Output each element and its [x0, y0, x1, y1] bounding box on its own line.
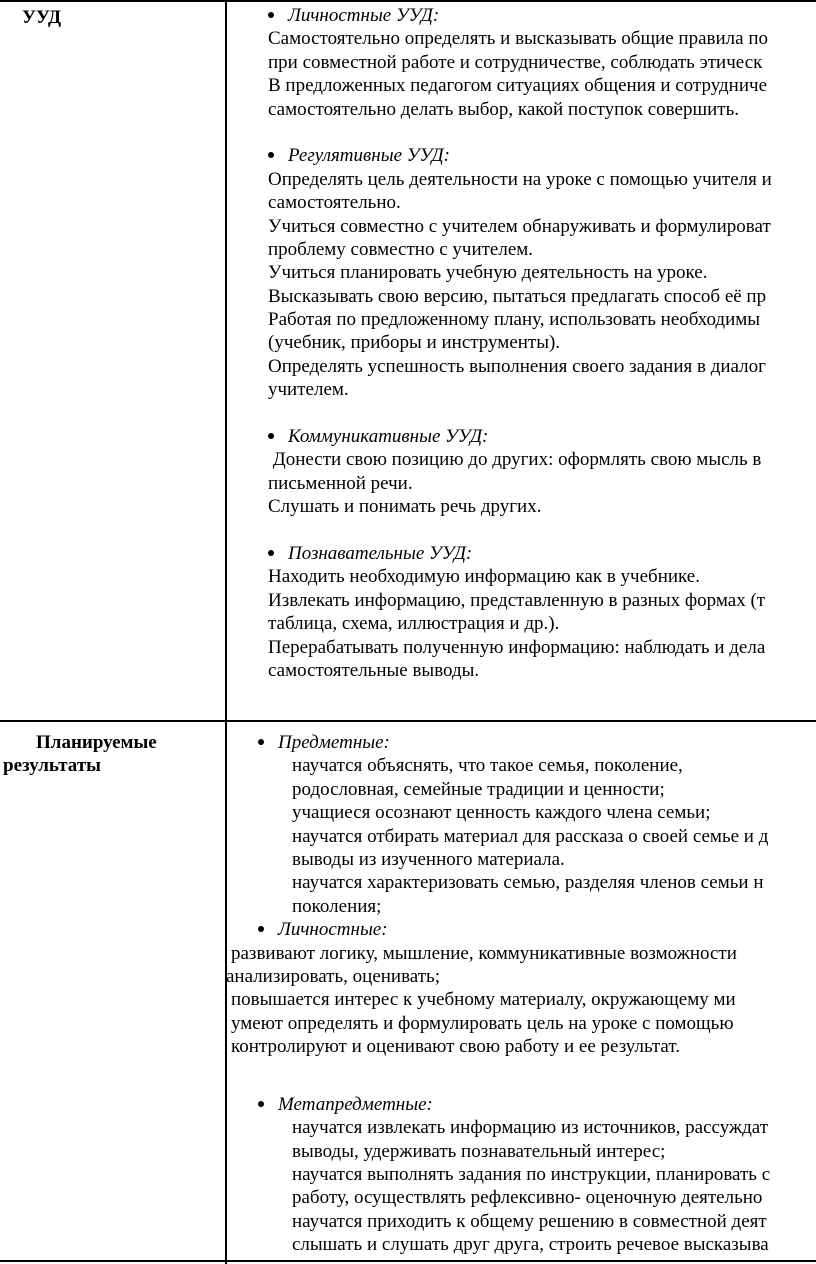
text-line: учащиеся осознают ценность каждого члена семьи;: [292, 802, 711, 824]
text-line: самостоятельно.: [268, 192, 401, 214]
text-line: умеют определять и формулировать цель на уроке с помощью: [231, 1012, 734, 1034]
text-line: научатся приходить к общему решению в совместной деят: [292, 1210, 767, 1232]
bullet-icon: [268, 152, 274, 158]
regulative-uud-heading: Регулятивные УУД:: [268, 144, 772, 167]
text-line: Учиться совместно с учителем обнаруживать и формулироват: [268, 215, 771, 237]
text-line: научатся характеризовать семью, разделяя членов семьи н: [292, 872, 764, 894]
personal-results-heading: Личностные:: [258, 918, 770, 941]
subject-results-heading: Предметные:: [258, 731, 770, 754]
results-content: [226, 731, 771, 1257]
personal-uud-heading: Личностные УУД:: [268, 4, 772, 27]
text-line: выводы, удерживать познавательный интерес;: [292, 1140, 666, 1162]
text-line: учителем.: [268, 379, 349, 401]
bullet-icon: [258, 926, 264, 932]
bullet-icon: [268, 433, 274, 439]
row-label-results-line1: Планируемые: [36, 732, 157, 753]
text-line: научатся извлекать информацию из источников, рассуждат: [292, 1117, 769, 1139]
text-line: Перерабатывать полученную информацию: наблюдать и дела: [268, 636, 766, 658]
bullet-icon: [268, 550, 274, 556]
text-line: (учебник, приборы и инструменты).: [268, 332, 561, 354]
row-label-uud: УУД: [22, 7, 62, 28]
text-line: таблица, схема, иллюстрация и др.).: [268, 613, 560, 635]
text-line: Слушать и понимать речь других.: [268, 496, 542, 518]
text-line: Учиться планировать учебную деятельность на уроке.: [268, 262, 708, 284]
text-line: анализировать, оценивать;: [226, 965, 441, 987]
text-line: самостоятельно делать выбор, какой поступок совершить.: [268, 98, 739, 120]
text-line: Находить необходимую информацию как в учебнике.: [268, 566, 700, 588]
text-line: научатся отбирать материал для рассказа о своей семье и д: [292, 825, 769, 847]
uud-content: [268, 4, 772, 682]
meta-results-heading: Метапредметные:: [258, 1093, 770, 1116]
text-line: Донести свою позицию до других: оформлять свою мысль в: [268, 449, 762, 471]
text-line: Извлекать информацию, представленную в разных формах (т: [268, 589, 766, 611]
text-line: при совместной работе и сотрудничестве, соблюдать этическ: [268, 51, 763, 73]
text-line: самостоятельные выводы.: [268, 659, 480, 681]
bullet-icon: [258, 739, 264, 745]
bullet-icon: [268, 12, 274, 18]
text-line: выводы из изученного материала.: [292, 848, 565, 870]
text-line: повышается интерес к учебному материалу, окружающему ми: [231, 989, 736, 1011]
text-line: работу, осуществлять рефлексивно- оценочную деятельно: [292, 1187, 763, 1209]
text-line: родословная, семейные традиции и ценности;: [292, 778, 665, 800]
row-label-results-line2: результаты: [3, 755, 101, 776]
text-line: Определять цель деятельности на уроке с помощью учителя и: [268, 168, 772, 190]
text-line: Самостоятельно определять и высказывать общие правила по: [268, 28, 768, 50]
text-line: слышать и слушать друг друга, строить речевое высказыва: [292, 1234, 769, 1256]
text-line: развивают логику, мышление, коммуникативные возможности: [231, 942, 737, 964]
communicative-uud-heading: Коммуникативные УУД:: [268, 425, 772, 448]
text-line: поколения;: [292, 895, 382, 917]
table-top-border: [0, 0, 816, 2]
cognitive-uud-heading: Познавательные УУД:: [268, 542, 772, 565]
table-bottom-border: [0, 1260, 816, 1262]
text-line: Определять успешность выполнения своего задания в диалог: [268, 355, 766, 377]
text-line: контролируют и оценивают свою работу и ее результат.: [231, 1036, 680, 1058]
text-line: письменной речи.: [268, 472, 413, 494]
row-label-results: [0, 731, 157, 777]
text-line: проблему совместно с учителем.: [268, 238, 534, 260]
table-row-divider: [0, 720, 816, 722]
bullet-icon: [258, 1101, 264, 1107]
table-divider-column: [225, 0, 227, 1264]
text-line: Высказывать свою версию, пытаться предлагать способ её пр: [268, 285, 767, 307]
text-line: Работая по предложенному плану, использовать необходимы: [268, 309, 761, 331]
text-line: научатся объяснять, что такое семья, поколение,: [292, 755, 683, 777]
text-line: научатся выполнять задания по инструкции, планировать с: [292, 1164, 771, 1186]
text-line: В предложенных педагогом ситуациях общения и сотрудниче: [268, 75, 768, 97]
